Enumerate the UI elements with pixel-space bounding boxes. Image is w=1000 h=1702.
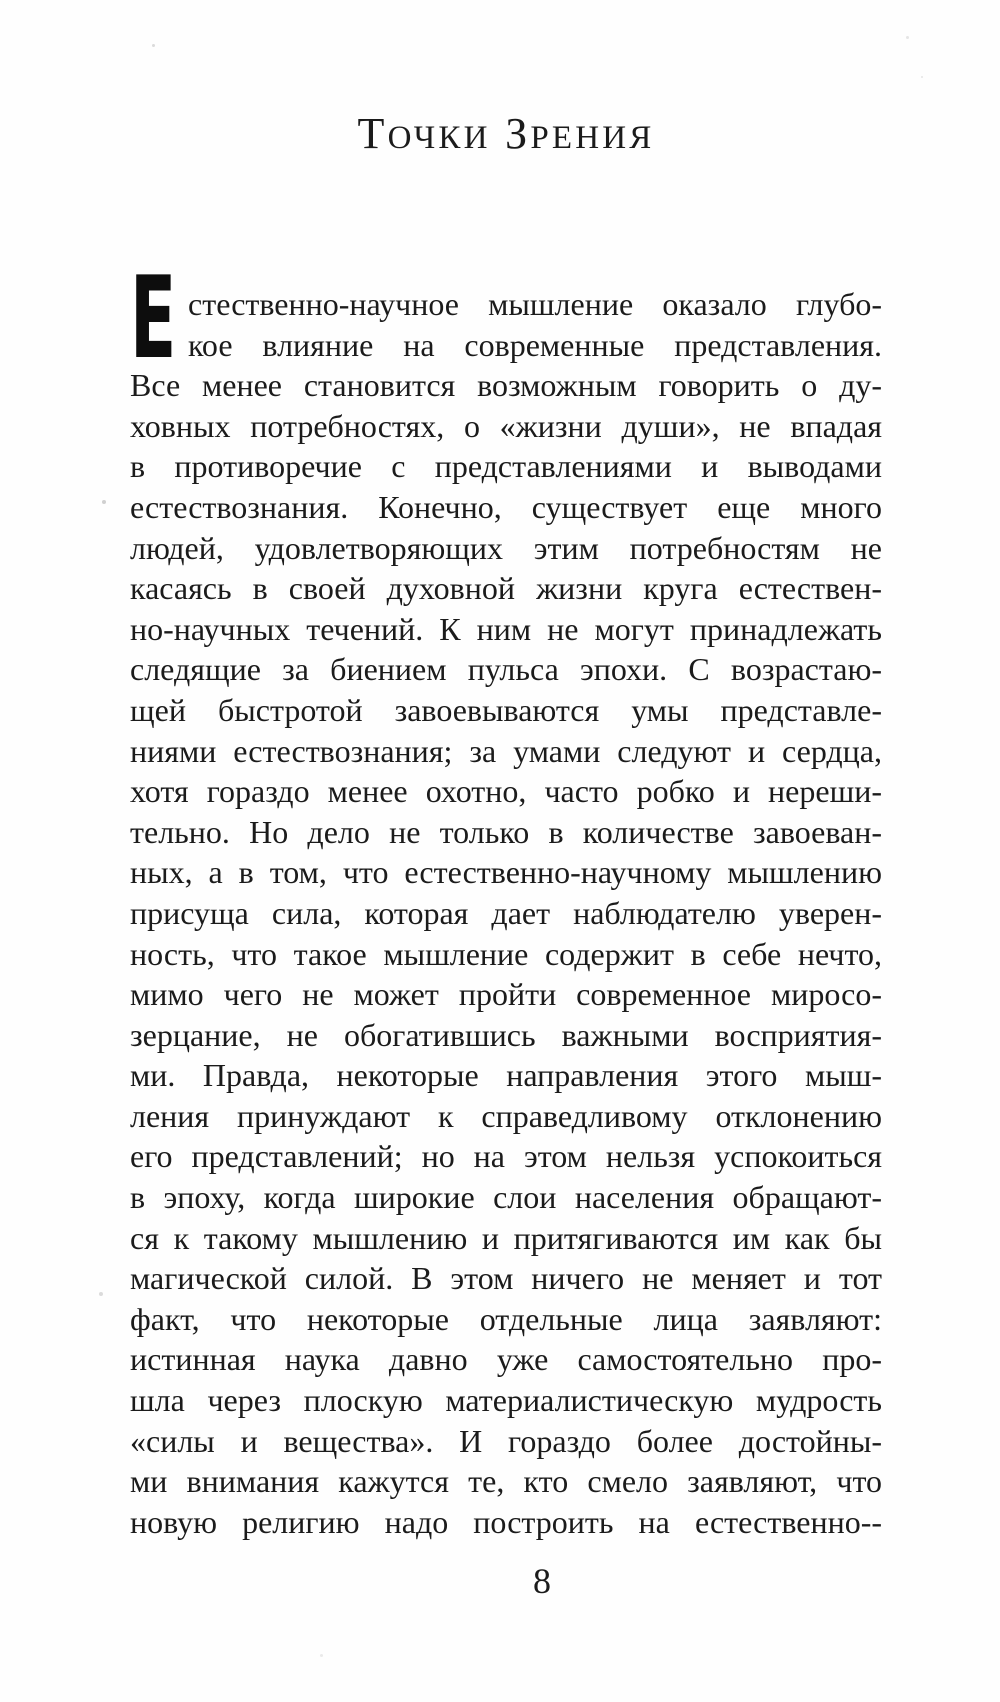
text-line: ниями естествознания; за умами следуют и сердца, (130, 732, 882, 769)
text-line: Все менее становится возможным говорить о ду- (130, 367, 882, 404)
text-line: но-научных течений. К ним не могут принадлежать (130, 610, 882, 647)
text-line: ми. Правда, некоторые направления этого мыш- (130, 1057, 882, 1094)
text-line: мимо чего не может пройти современное миросо- (130, 976, 882, 1013)
scan-speck (906, 36, 909, 39)
text-line: истинная наука давно уже самостоятельно про- (130, 1341, 882, 1378)
chapter-title-word (357, 109, 491, 158)
chapter-title (130, 109, 882, 158)
paragraph (130, 252, 882, 1542)
text-line: новую религию надо построить на естественно-- (130, 1503, 882, 1540)
text-line: факт, что некоторые отдельные лица заявляют: (130, 1300, 882, 1337)
text-line: магической силой. В этом ничего не меняет и тот (130, 1260, 882, 1297)
chapter-title-initial: З (505, 109, 531, 158)
text-line: ми внимания кажутся те, кто смело заявляют, что (130, 1463, 882, 1500)
scan-speck (102, 500, 106, 504)
text-line: ных, а в том, что естественно-научному мышлению (130, 854, 882, 891)
text-line: присуща сила, которая дает наблюдателю уверен- (130, 894, 882, 931)
text-line: тельно. Но дело не только в количестве завоеван- (130, 813, 882, 850)
text-line: хотя гораздо менее охотно, часто робко и нереши- (130, 773, 882, 810)
chapter-title-smallcaps: ОЧКИ (387, 120, 491, 156)
scan-speck (320, 1654, 323, 1657)
drop-cap-letter: Е (130, 252, 177, 384)
page-number: 8 (533, 1561, 551, 1601)
text-lines (130, 284, 882, 1542)
text-line: стественно-научное мышление оказало глубо- (188, 286, 882, 322)
text-line: зерцание, не обогатившись важными восприятия- (130, 1016, 882, 1053)
chapter-title-smallcaps: РЕНИЯ (530, 120, 655, 156)
text-line: ховных потребностях, о «жизни души», не впадая (130, 407, 882, 444)
text-line: ность, что такое мышление содержит в себе нечто, (130, 935, 882, 972)
text-line: «силы и вещества». И гораздо более достойны- (130, 1422, 882, 1459)
text-line: шла через плоскую материалистическую мудрость (130, 1382, 882, 1419)
scan-speck (152, 44, 155, 47)
text-line: его представлений; но на этом нельзя успокоиться (130, 1138, 882, 1175)
text-line: в эпоху, когда широкие слои населения обращают- (130, 1179, 882, 1216)
text-line: ся к такому мышлению и притягиваются им как бы (130, 1219, 882, 1256)
chapter-title-initial: Т (357, 109, 388, 158)
drop-cap (130, 252, 188, 384)
scan-speck (921, 76, 923, 78)
text-line: людей, удовлетворяющих этим потребностям не (130, 529, 882, 566)
chapter-title-word (505, 109, 655, 158)
text-line: щей быстротой завоевываются умы представле- (130, 691, 882, 728)
text-line: в противоречие с представлениями и выводами (130, 448, 882, 485)
text-line: следящие за биением пульса эпохи. С возрастаю- (130, 651, 882, 688)
text-line: кое влияние на современные представления. (188, 326, 882, 363)
text-line: естествознания. Конечно, существует еще много (130, 488, 882, 525)
text-line: касаясь в своей духовной жизни круга естествен- (130, 570, 882, 607)
scan-speck (99, 1292, 103, 1296)
text-line: ления принуждают к справедливому отклонению (130, 1097, 882, 1134)
